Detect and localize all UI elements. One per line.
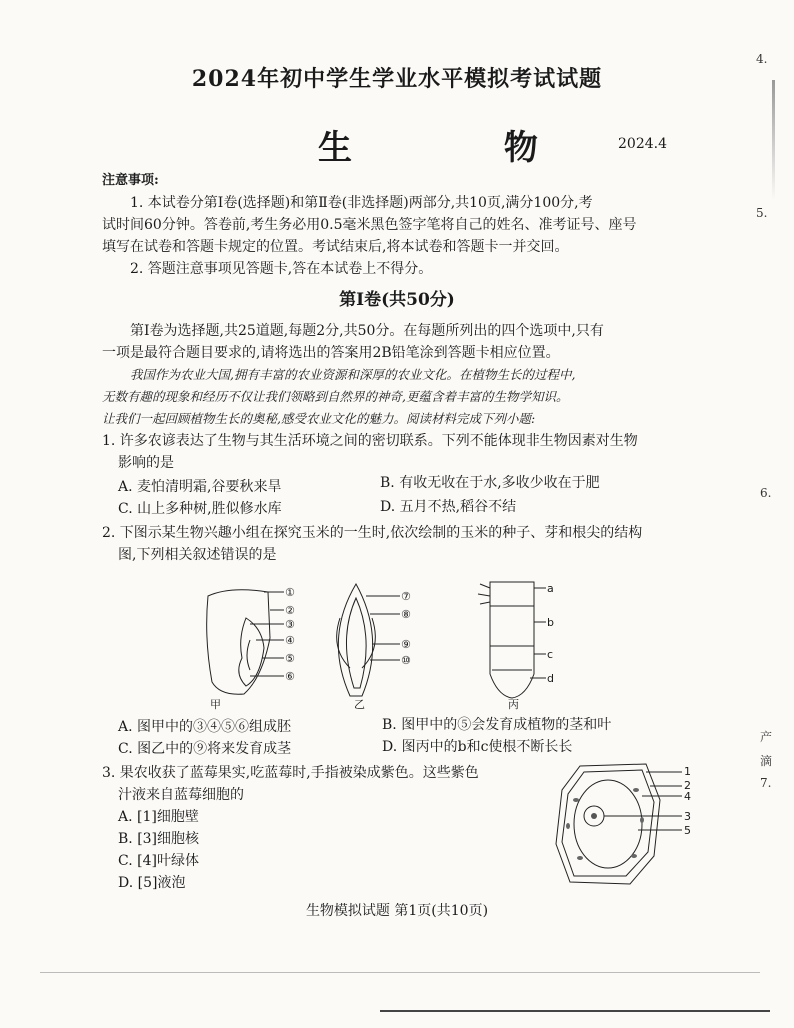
intro-line2: 无数有趣的现象和经历不仅让我们领略到自然界的神奇,更蕴含着丰富的生物学知识。 xyxy=(102,389,569,404)
q2-option-b: B. 图甲中的⑤会发育成植物的茎和叶 xyxy=(382,717,612,733)
root-label-d: d xyxy=(547,672,554,685)
fig-caption-yi: 乙 xyxy=(354,698,365,710)
edge-mark-4: 4. xyxy=(756,52,768,66)
q3-stem-line2: 汁液来自蓝莓细胞的 xyxy=(118,787,244,803)
notice-item2: 2. 答题注意事项见答题卡,答在本试卷上不得分。 xyxy=(130,261,433,277)
scan-line xyxy=(40,972,760,973)
edge-mark-5: 5. xyxy=(756,206,768,220)
root-label-b: b xyxy=(547,616,554,629)
q2-option-d: D. 图丙中的b和c使根不断长长 xyxy=(382,739,573,755)
bud-label-8: ⑧ xyxy=(401,608,411,621)
q3-option-a: A. [1]细胞壁 xyxy=(118,809,199,825)
seed-label-6: ⑥ xyxy=(285,670,295,683)
seed-diagram xyxy=(207,590,284,695)
plant-cell-figure xyxy=(550,760,700,890)
cell-label-5: 5 xyxy=(684,824,691,837)
seed-label-5: ⑤ xyxy=(285,652,295,665)
maize-structure-figure xyxy=(190,578,580,710)
scan-edge-line xyxy=(380,1010,770,1012)
q3-stem-line1: 3. 果农收获了蓝莓果实,吃蓝莓时,手指被染成紫色。这些紫色 xyxy=(102,765,479,781)
root-tip-diagram xyxy=(478,582,546,698)
notice-item1-line1: 1. 本试卷分第Ⅰ卷(选择题)和第Ⅱ卷(非选择题)两部分,共10页,满分100分,考 xyxy=(130,195,593,211)
notice-heading: 注意事项: xyxy=(102,173,159,188)
q2-stem-line2: 图,下列相关叙述错误的是 xyxy=(118,547,277,563)
cell-label-2: 2 xyxy=(684,779,691,792)
root-label-a: a xyxy=(547,582,554,595)
fig-caption-bing: 丙 xyxy=(508,698,519,710)
section-desc-line1: 第Ⅰ卷为选择题,共25道题,每题2分,共50分。在每题所列出的四个选项中,只有 xyxy=(130,323,604,339)
q1-stem-line2: 影响的是 xyxy=(118,455,174,471)
bud-label-10: ⑩ xyxy=(401,654,411,667)
notice-item1-line2: 试时间60分钟。答卷前,考生务必用0.5毫米黑色签字笔将自己的姓名、准考证号、座号 xyxy=(102,217,637,233)
seed-label-4: ④ xyxy=(285,634,295,647)
q2-option-c: C. 图乙中的⑨将来发育成茎 xyxy=(118,741,292,757)
edge-mark-chan: 产 xyxy=(760,730,773,744)
q3-option-b: B. [3]细胞核 xyxy=(118,831,200,847)
edge-mark-tan: 滴 xyxy=(760,754,773,768)
notice-item1-line3: 填写在试卷和答题卡规定的位置。考试结束后,将本试卷和答题卡一并交回。 xyxy=(102,239,569,255)
subject-title: 生 物 xyxy=(318,128,608,168)
fig-caption-jia: 甲 xyxy=(210,698,221,710)
bud-label-9: ⑨ xyxy=(401,638,411,651)
exam-date: 2024.4 xyxy=(618,136,667,152)
q3-option-d: D. [5]液泡 xyxy=(118,875,186,891)
cell-label-4: 4 xyxy=(684,790,691,803)
edge-mark-6: 6. xyxy=(760,486,772,500)
page-footer: 生物模拟试题 第1页(共10页) xyxy=(305,903,489,919)
edge-mark-7: 7. xyxy=(760,776,772,790)
cell-label-1: 1 xyxy=(684,765,691,778)
bud-label-7: ⑦ xyxy=(401,590,411,603)
q1-option-b: B. 有收无收在于水,多收少收在于肥 xyxy=(380,475,600,491)
q1-option-c: C. 山上多种树,胜似修水库 xyxy=(118,501,282,517)
root-label-c: c xyxy=(547,648,554,661)
q1-option-d: D. 五月不热,稻谷不结 xyxy=(380,499,517,515)
section-desc-line2: 一项是最符合题目要求的,请将选出的答案用2B铅笔涂到答题卡相应位置。 xyxy=(102,345,560,361)
seed-label-2: ② xyxy=(285,604,295,617)
edge-shadow xyxy=(772,80,775,200)
intro-line3: 让我们一起回顾植物生长的奥秘,感受农业文化的魅力。阅读材料完成下列小题: xyxy=(102,411,536,426)
q2-option-a: A. 图甲中的③④⑤⑥组成胚 xyxy=(118,719,292,735)
q1-stem-line1: 1. 许多农谚表达了生物与其生活环境之间的密切联系。下列不能体现非生物因素对生物 xyxy=(102,433,638,449)
q2-stem-line1: 2. 下图示某生物兴趣小组在探究玉米的一生时,依次绘制的玉米的种子、芽和根尖的结构 xyxy=(102,525,643,541)
seed-label-1: ① xyxy=(285,586,295,599)
section-title: 第Ⅰ卷(共50分) xyxy=(339,290,455,310)
intro-line1: 我国作为农业大国,拥有丰富的农业资源和深厚的农业文化。在植物生长的过程中, xyxy=(130,367,576,382)
bud-diagram xyxy=(337,584,400,696)
q1-option-a: A. 麦怕清明霜,谷要秋来旱 xyxy=(118,479,282,495)
q3-option-c: C. [4]叶绿体 xyxy=(118,853,199,869)
cell-label-3: 3 xyxy=(684,810,691,823)
seed-label-3: ③ xyxy=(285,618,295,631)
exam-title: 2024年初中学生学业水平模拟考试试题 xyxy=(191,66,603,92)
